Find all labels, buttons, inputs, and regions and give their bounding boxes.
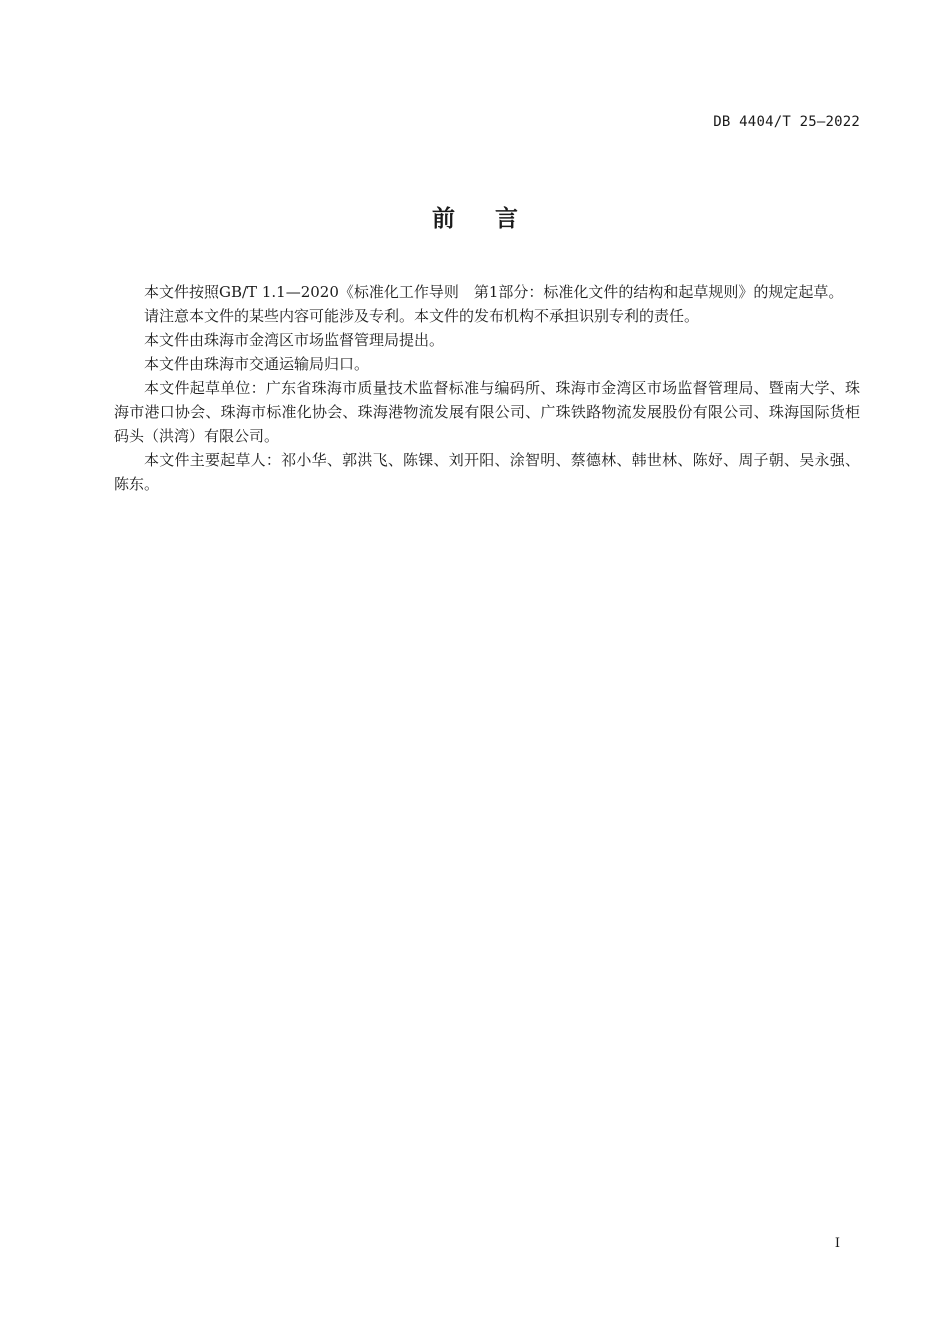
- page-title: 前言: [432, 206, 558, 232]
- paragraph-proposer: 本文件由珠海市金湾区市场监督管理局提出。: [144, 331, 445, 349]
- page-number: I: [834, 1236, 840, 1251]
- foreword-body: [114, 280, 860, 496]
- paragraph-drafting-units: 本文件起草单位：广东省珠海市质量技术监督标准与编码所、珠海市金湾区市场监督管理局、暨南大学、珠海市港口协会、珠海市标准化协会、珠海港物流发展有限公司、广珠铁路物流发展股份有限公司、珠海国际货柜码头（洪湾）有限公司。: [114, 379, 860, 445]
- paragraph-drafters: 本文件主要起草人：祁小华、郭洪飞、陈锞、刘开阳、涂智明、蔡德林、韩世林、陈妤、周子朝、吴永强、陈东。: [114, 451, 860, 493]
- paragraph-administrator: 本文件由珠海市交通运输局归口。: [144, 355, 370, 373]
- paragraph-drafting-basis: 本文件按照GB/T 1.1—2020《标准化工作导则 第1部分：标准化文件的结构和起草规则》的规定起草。: [144, 283, 844, 301]
- document-number: DB 4404/T 25—2022: [713, 114, 860, 130]
- paragraph-patent-notice: 请注意本文件的某些内容可能涉及专利。本文件的发布机构不承担识别专利的责任。: [144, 307, 700, 325]
